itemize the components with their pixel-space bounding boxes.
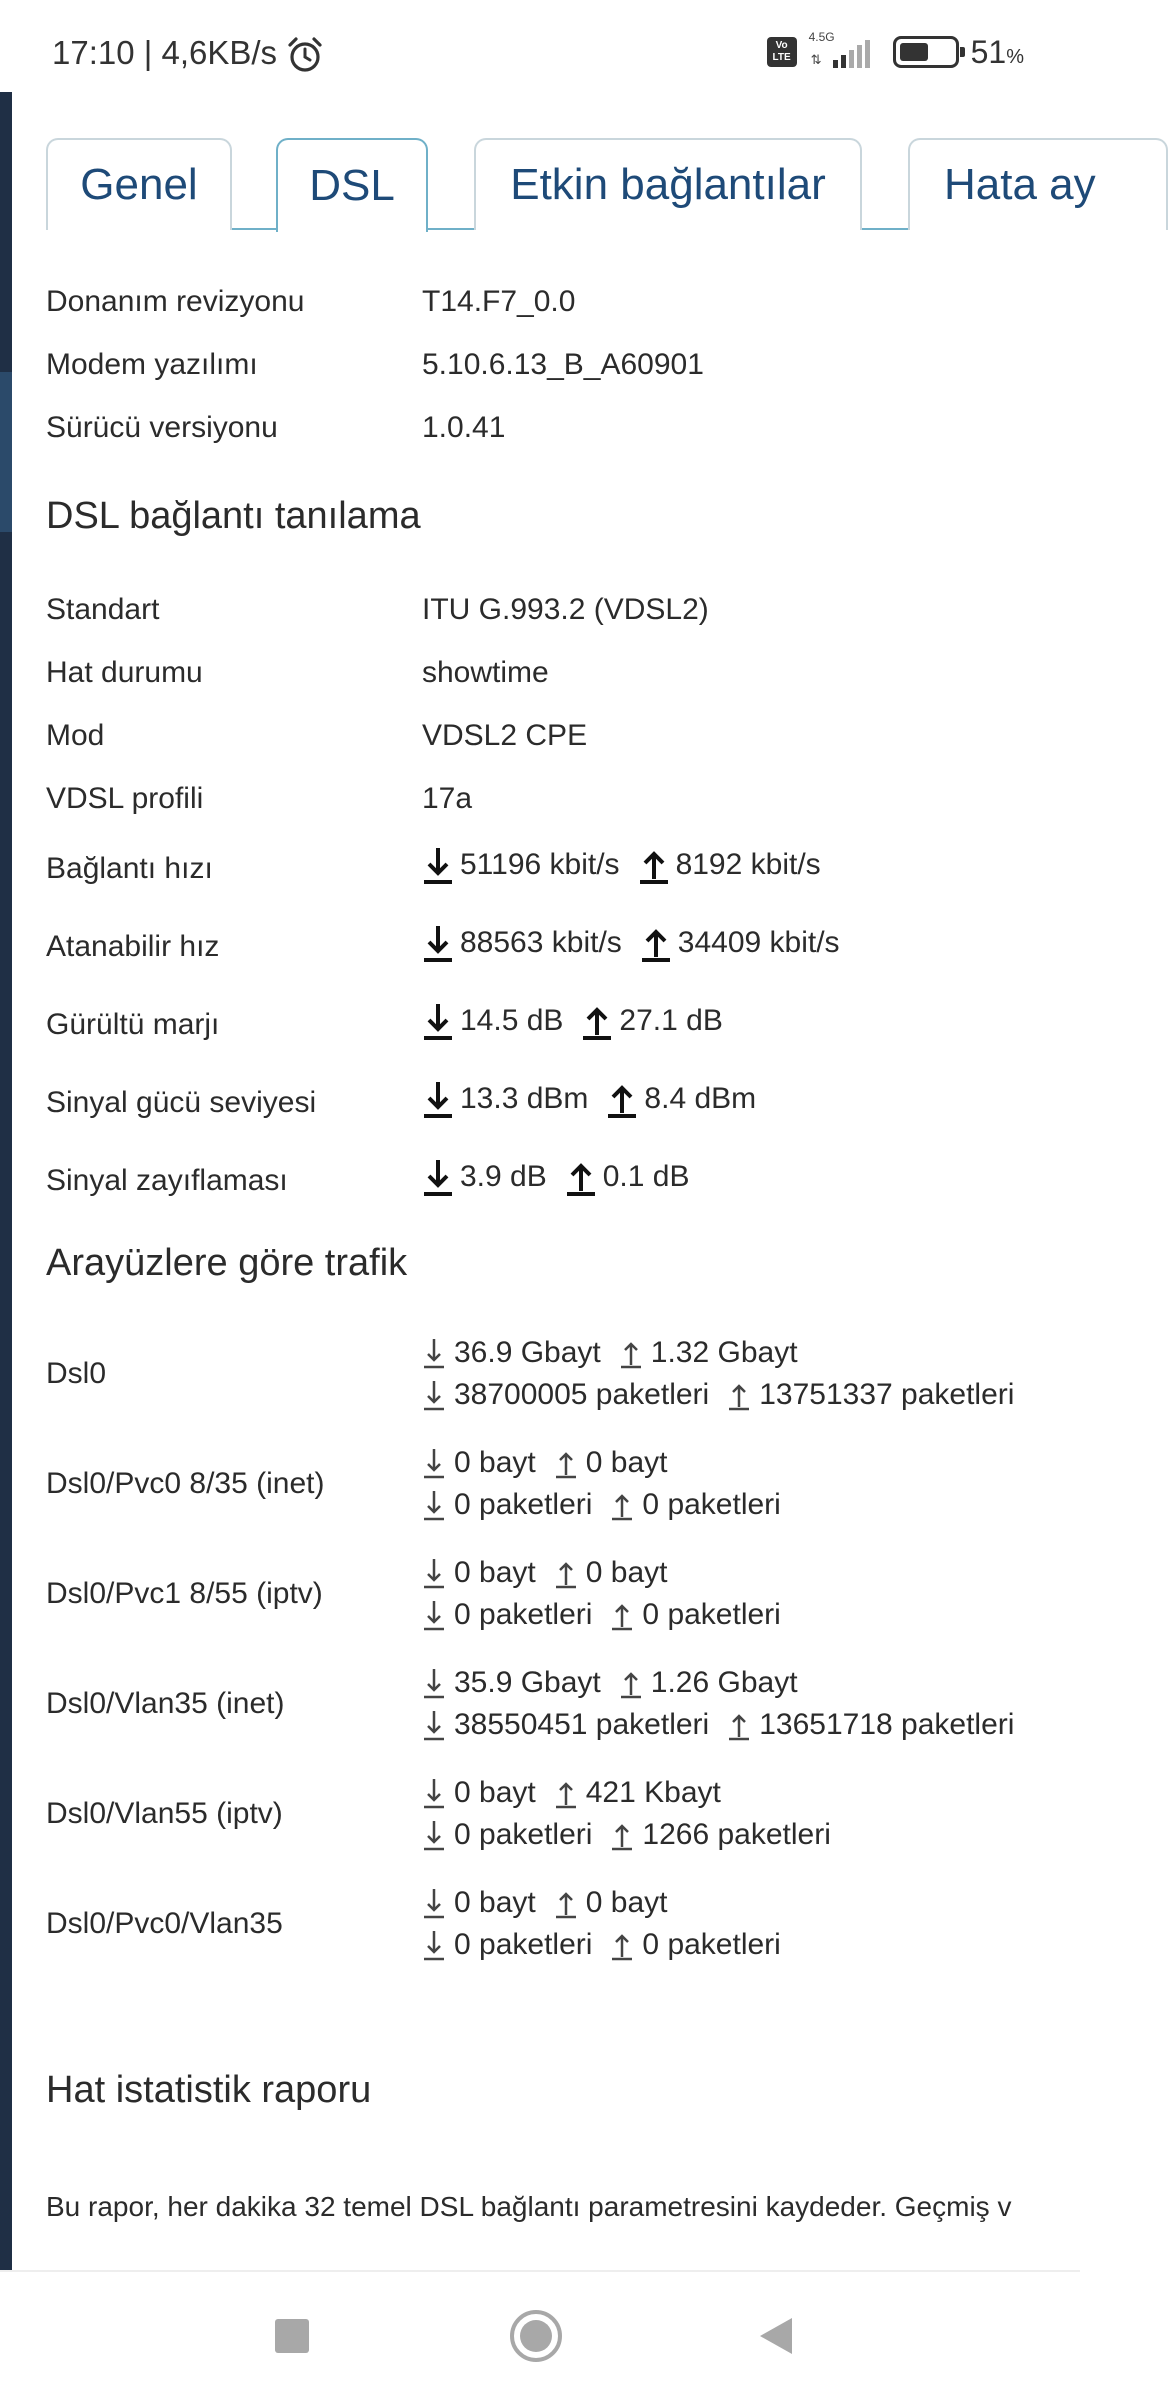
report-description: Bu rapor, her dakika 32 temel DSL bağlantı parametresini kaydeder. Geçmiş v [46,2191,1012,2222]
speed-up: 34409 kbit/s [677,926,840,959]
traffic-row [46,1869,1080,1979]
speed-down: 3.9 dB [460,1160,547,1193]
speed-row [46,1142,1080,1220]
speed-down: 51196 kbit/s [460,848,620,881]
left-edge-strip [0,92,12,2270]
speed-label: Bağlantı hızı [46,852,213,885]
upload-arrow-icon [554,1887,578,1919]
download-arrow-icon [422,845,454,885]
download-arrow-icon [422,1777,446,1809]
speed-up: 0.1 dB [602,1160,690,1193]
interface-label: Dsl0/Pvc0/Vlan35 [46,1907,283,1940]
download-arrow-icon [422,1001,454,1041]
speed-up: 27.1 dB [619,1004,723,1037]
diag-label: VDSL profili [46,781,204,815]
circle-icon [508,2308,564,2364]
home-button[interactable] [500,2300,572,2372]
status-icons [767,32,1024,72]
download-arrow-icon [422,1447,446,1479]
down-packets: 0 paketleri [454,1598,593,1631]
upload-arrow-icon [619,1337,643,1369]
back-triangle-icon [758,2316,794,2356]
info-label: Sürücü versiyonu [46,410,278,444]
info-label: Donanım revizyonu [46,284,305,318]
download-arrow-icon [422,1337,446,1369]
up-bytes: 1.26 Gbayt [650,1666,798,1699]
square-icon [274,2318,310,2354]
dsl-content [46,270,1080,2232]
upload-arrow-icon [610,1929,634,1961]
diag-label: Mod [46,718,105,752]
status-bar [0,0,1080,96]
interface-label: Dsl0/Vlan35 (inet) [46,1687,285,1720]
network-type: 4.5G [808,30,835,44]
download-arrow-icon [422,1887,446,1919]
down-bytes: 35.9 Gbayt [454,1666,601,1699]
diag-label: Hat durumu [46,655,203,689]
recent-apps-button[interactable] [256,2300,328,2372]
status-time: 17:10 | 4,6KB/s [52,34,278,71]
speed-down: 88563 kbit/s [460,926,622,959]
upload-arrow-icon [727,1709,751,1741]
speed-label: Gürültü marjı [46,1008,220,1041]
tab-genel[interactable]: Genel [46,138,232,230]
upload-arrow-icon [619,1667,643,1699]
up-bytes: 0 bayt [585,1446,668,1479]
down-bytes: 0 bayt [454,1776,536,1809]
speed-down: 14.5 dB [460,1004,564,1037]
diag-row [46,641,1080,704]
speed-up: 8192 kbit/s [675,848,821,881]
upload-arrow-icon [727,1379,751,1411]
download-arrow-icon [422,1079,454,1119]
section-title-line-stats-report: Hat istatistik raporu [46,2069,372,2111]
interface-label: Dsl0/Vlan55 (iptv) [46,1797,283,1830]
down-bytes: 36.9 Gbayt [454,1336,601,1369]
diag-row [46,578,1080,641]
download-arrow-icon [422,923,454,963]
tab-hata-ayiklama[interactable]: Hata ay [908,138,1168,230]
up-packets: 13651718 paketleri [759,1708,1015,1741]
diag-label: Standart [46,592,160,626]
section-title-traffic: Arayüzlere göre trafik [46,1242,408,1284]
down-packets: 38550451 paketleri [454,1708,710,1741]
interface-label: Dsl0/Pvc0 8/35 (inet) [46,1467,325,1500]
traffic-table [46,1319,1080,1979]
download-arrow-icon [422,1557,446,1589]
upload-arrow-icon [610,1489,634,1521]
diag-value: ITU G.993.2 (VDSL2) [422,592,709,626]
speed-row [46,986,1080,1064]
traffic-row [46,1759,1080,1869]
up-bytes: 0 bayt [585,1886,668,1919]
interface-label: Dsl0/Pvc1 8/55 (iptv) [46,1577,323,1610]
download-arrow-icon [422,1819,446,1851]
info-value: 1.0.41 [422,410,506,444]
interface-label: Dsl0 [46,1357,107,1390]
up-packets: 0 paketleri [642,1928,781,1961]
download-arrow-icon [422,1489,446,1521]
tab-etkin-baglantilar[interactable]: Etkin bağlantılar [474,138,862,230]
download-arrow-icon [422,1709,446,1741]
download-arrow-icon [422,1929,446,1961]
tab-dsl[interactable]: DSL [276,138,428,232]
back-button[interactable] [740,2300,812,2372]
down-packets: 0 paketleri [454,1818,593,1851]
device-info [46,270,1080,459]
speed-label: Sinyal zayıflaması [46,1164,288,1197]
down-bytes: 0 bayt [454,1886,536,1919]
traffic-row [46,1539,1080,1649]
download-arrow-icon [422,1599,446,1631]
upload-arrow-icon [554,1777,578,1809]
upload-arrow-icon [606,1079,638,1119]
speed-up: 8.4 dBm [644,1082,757,1115]
download-arrow-icon [422,1157,454,1197]
battery-percent: 51% [970,33,1024,70]
dsl-diagnostics [46,578,1080,1220]
diag-value: showtime [422,655,549,689]
battery-icon [893,36,959,68]
traffic-row [46,1429,1080,1539]
up-packets: 0 paketleri [642,1488,781,1521]
download-arrow-icon [422,1379,446,1411]
upload-arrow-icon [554,1447,578,1479]
down-packets: 0 paketleri [454,1928,593,1961]
down-packets: 0 paketleri [454,1488,593,1521]
alarm-icon [286,36,324,74]
speed-row [46,1064,1080,1142]
down-packets: 38700005 paketleri [454,1378,710,1411]
diag-value: VDSL2 CPE [422,718,588,752]
download-arrow-icon [422,1667,446,1699]
volte-icon: Vo LTE [767,37,797,67]
info-value: 5.10.6.13_B_A60901 [422,347,704,381]
data-activity-icon: ⇅ [810,52,822,67]
speed-label: Sinyal gücü seviyesi [46,1086,317,1119]
upload-arrow-icon [565,1157,597,1197]
up-packets: 13751337 paketleri [759,1378,1015,1411]
up-bytes: 421 Kbayt [585,1776,721,1809]
up-packets: 0 paketleri [642,1598,781,1631]
signal-icon [808,30,875,70]
tab-bar [46,138,1096,230]
info-row [46,333,1080,396]
section-title-dsl-diagnostics: DSL bağlantı tanılama [46,495,421,537]
speed-row [46,830,1080,908]
info-row [46,270,1080,333]
upload-arrow-icon [638,845,670,885]
upload-arrow-icon [610,1599,634,1631]
up-bytes: 0 bayt [585,1556,668,1589]
down-bytes: 0 bayt [454,1446,536,1479]
traffic-row [46,1319,1080,1429]
speed-down: 13.3 dBm [460,1082,589,1115]
upload-arrow-icon [554,1557,578,1589]
upload-arrow-icon [640,923,672,963]
info-value: T14.F7_0.0 [422,284,576,318]
speed-label: Atanabilir hız [46,930,220,963]
down-bytes: 0 bayt [454,1556,536,1589]
upload-arrow-icon [610,1819,634,1851]
info-label: Modem yazılımı [46,347,258,381]
diag-row [46,704,1080,767]
upload-arrow-icon [581,1001,613,1041]
up-bytes: 1.32 Gbayt [650,1336,798,1369]
info-row [46,396,1080,459]
traffic-row [46,1649,1080,1759]
speed-row [46,908,1080,986]
diag-value: 17a [422,781,473,815]
up-packets: 1266 paketleri [642,1818,831,1851]
diag-row [46,767,1080,830]
navigation-bar [0,2270,1080,2400]
